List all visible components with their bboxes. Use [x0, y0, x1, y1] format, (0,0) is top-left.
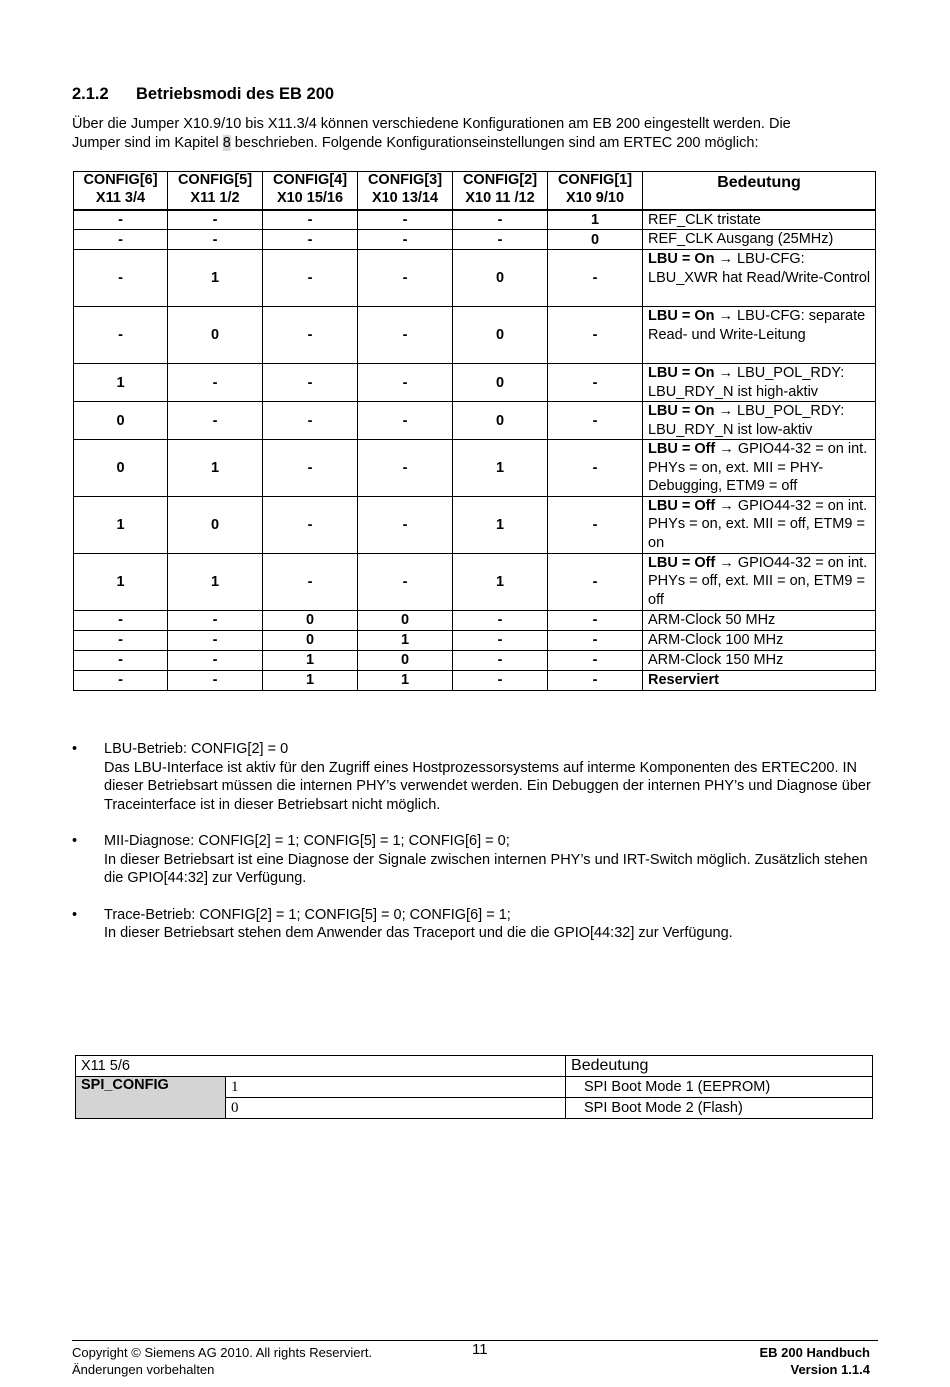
meaning-text: REF_CLK Ausgang (25MHz) — [648, 231, 834, 247]
meaning-text: LBU_POL_RDY: LBU_RDY_N ist low-aktiv — [648, 403, 845, 438]
table-row — [74, 670, 876, 690]
footer-right — [759, 1344, 870, 1378]
bullet-dot: • — [72, 906, 78, 923]
config-cell: 1 — [453, 440, 548, 497]
config-cell: - — [453, 670, 548, 690]
meaning-cell — [643, 670, 876, 690]
meaning-cell — [643, 610, 876, 630]
config-cell: - — [358, 230, 453, 250]
arrow-icon: → — [715, 441, 738, 457]
config-cell: - — [548, 307, 643, 364]
config-cell: - — [263, 210, 358, 230]
meaning-text: LBU-CFG: LBU_XWR hat Read/Write-Control — [648, 251, 871, 286]
meaning-text: LBU-CFG: separate Read- und Write-Leitung — [648, 308, 866, 343]
mode-label: LBU = On — [648, 365, 715, 381]
arrow-icon: → — [714, 251, 738, 267]
config-cell: 0 — [263, 630, 358, 650]
config-cell: - — [358, 250, 453, 307]
config-cell: - — [453, 630, 548, 650]
config-cell: 0 — [453, 402, 548, 440]
config-cell: - — [358, 210, 453, 230]
config-cell: 1 — [263, 670, 358, 690]
table-row — [74, 496, 876, 553]
config-cell: - — [453, 230, 548, 250]
config-cell: - — [168, 630, 263, 650]
config-cell: 0 — [548, 230, 643, 250]
header-config2: CONFIG[2] X10 11 /12 — [453, 172, 548, 210]
table-row — [74, 230, 876, 250]
arrow-icon: → — [714, 365, 738, 381]
config-cell: - — [548, 670, 643, 690]
config-cell: - — [358, 553, 453, 610]
mode-label: LBU = On — [648, 308, 715, 324]
list-item-mii — [72, 832, 887, 888]
page-number: 11 — [472, 1341, 488, 1358]
spi-config-table — [75, 1055, 873, 1119]
config-cell: 0 — [453, 307, 548, 364]
spi-header-row — [76, 1056, 873, 1077]
config-cell: 1 — [168, 250, 263, 307]
config-cell: - — [358, 402, 453, 440]
mode-list — [72, 740, 887, 961]
header-config4: CONFIG[4] X10 15/16 — [263, 172, 358, 210]
config-cell: - — [168, 610, 263, 630]
changes-text: Änderungen vorbehalten — [72, 1362, 215, 1377]
document-title: EB 200 Handbuch — [759, 1345, 870, 1360]
config-cell: 0 — [263, 610, 358, 630]
mode-label: LBU = On — [648, 251, 715, 267]
config-cell: - — [74, 650, 168, 670]
table-row — [74, 553, 876, 610]
config-cell: - — [263, 250, 358, 307]
config-cell: - — [358, 440, 453, 497]
meaning-cell — [643, 250, 876, 307]
config-cell: - — [453, 650, 548, 670]
config-cell: - — [358, 307, 453, 364]
footer-left — [72, 1344, 372, 1378]
table-row — [74, 364, 876, 402]
bullet-dot: • — [72, 741, 78, 757]
mode-label: LBU = Off — [648, 554, 716, 571]
config-cell: - — [74, 250, 168, 307]
meaning-cell — [643, 230, 876, 250]
header-config3: CONFIG[3] X10 13/14 — [358, 172, 453, 210]
config-cell: - — [548, 650, 643, 670]
mode-label: LBU = Off — [648, 497, 716, 514]
arrow-icon: → — [714, 308, 738, 324]
config-cell: - — [263, 402, 358, 440]
config-cell: 1 — [453, 496, 548, 553]
spi-header-meaning: Bedeutung — [566, 1056, 873, 1077]
meaning-cell — [643, 496, 876, 553]
meaning-cell — [643, 630, 876, 650]
config-cell: - — [263, 496, 358, 553]
config-cell: 1 — [358, 670, 453, 690]
chapter-reference[interactable]: 8 — [222, 135, 231, 151]
section-heading — [72, 85, 334, 104]
meaning-cell — [643, 553, 876, 610]
config-cell: 1 — [168, 440, 263, 497]
meaning-text: ARM-Clock 100 MHz — [648, 631, 784, 648]
config-cell: - — [74, 610, 168, 630]
list-item-trace — [72, 906, 887, 943]
config-cell: - — [74, 230, 168, 250]
config-cell: 1 — [74, 553, 168, 610]
list-item-body: In dieser Betriebsart stehen dem Anwender das Traceport und die die GPIO[44:32] zur Verfügung. — [104, 925, 733, 941]
table-row — [74, 250, 876, 307]
list-item-title: MII-Diagnose: CONFIG[2] = 1; CONFIG[5] = 1; CONFIG[6] = 0; — [104, 833, 510, 849]
list-item-body: Das LBU-Interface ist aktiv für den Zugriff eines Hostprozessorsystems auf interme Komponenten des ERTEC200. IN dieser Betriebsart müssen die internen PHY’s verwendet werden. Ein Debuggen der internen PHY’s und Diagnose über Traceinterface ist in dieser Betriebsart nicht möglich. — [104, 759, 871, 813]
meaning-text: GPIO44-32 = on int. PHYs = on, ext. MII = off, ETM9 = on — [648, 497, 868, 551]
header-config5: CONFIG[5] X11 1/2 — [168, 172, 263, 210]
config-cell: - — [74, 630, 168, 650]
meaning-text: ARM-Clock 150 MHz — [648, 651, 784, 668]
config-cell: 0 — [453, 250, 548, 307]
meaning-cell — [643, 650, 876, 670]
config-cell: 1 — [453, 553, 548, 610]
config-cell: - — [74, 670, 168, 690]
bullet-dot: • — [72, 833, 78, 849]
section-number: 2.1.2 — [72, 85, 109, 103]
table-row — [74, 210, 876, 230]
meaning-text: LBU_POL_RDY: LBU_RDY_N ist high-aktiv — [648, 365, 845, 400]
config-cell: - — [548, 250, 643, 307]
table-row — [74, 307, 876, 364]
page-footer — [72, 1340, 878, 1377]
config-header-row — [74, 172, 876, 210]
config-cell: 1 — [358, 630, 453, 650]
config-cell: - — [168, 230, 263, 250]
list-item-body: In dieser Betriebsart ist eine Diagnose der Signale zwischen internen PHY’s und IRT-Switch möglich. Zusätzlich stehen die GPIO[44:32] zur Verfügung. — [104, 851, 868, 886]
meaning-cell — [643, 307, 876, 364]
config-cell: - — [548, 402, 643, 440]
mode-label: Reserviert — [648, 671, 719, 688]
meaning-text: GPIO44-32 = on int. PHYs = on, ext. MII = PHY-Debugging, ETM9 = off — [648, 441, 868, 494]
document-version: Version 1.1.4 — [790, 1362, 870, 1377]
meaning-text: GPIO44-32 = on int. PHYs = off, ext. MII = on, ETM9 = off — [648, 554, 868, 608]
header-config1: CONFIG[1] X10 9/10 — [548, 172, 643, 210]
list-item-title: Trace-Betrieb: CONFIG[2] = 1; CONFIG[5] = 0; CONFIG[6] = 1; — [104, 906, 511, 923]
header-config6: CONFIG[6] X11 3/4 — [74, 172, 168, 210]
header-meaning: Bedeutung — [643, 172, 876, 210]
config-cell: - — [263, 230, 358, 250]
config-cell: 0 — [453, 364, 548, 402]
spi-config-label: SPI_CONFIG — [76, 1077, 226, 1119]
list-item-title: LBU-Betrieb: CONFIG[2] = 0 — [104, 741, 289, 757]
arrow-icon: → — [715, 554, 738, 571]
config-cell: - — [168, 670, 263, 690]
spi-meaning: SPI Boot Mode 1 (EEPROM) — [566, 1077, 873, 1098]
spi-meaning: SPI Boot Mode 2 (Flash) — [566, 1098, 873, 1119]
config-cell: - — [548, 610, 643, 630]
config-cell: 0 — [358, 610, 453, 630]
table-row — [76, 1077, 873, 1098]
meaning-cell — [643, 210, 876, 230]
arrow-icon: → — [714, 403, 738, 419]
config-cell: 0 — [168, 496, 263, 553]
meaning-cell — [643, 364, 876, 402]
meaning-cell — [643, 402, 876, 440]
config-cell: - — [74, 307, 168, 364]
config-cell: - — [263, 440, 358, 497]
copyright-text: Copyright © Siemens AG 2010. All rights Reserviert. — [72, 1345, 373, 1360]
intro-line-2a: Jumper sind im Kapitel — [72, 135, 223, 151]
table-row — [74, 650, 876, 670]
table-row — [74, 440, 876, 497]
config-table-body — [74, 210, 876, 691]
config-table — [73, 171, 876, 691]
config-cell: 1 — [168, 553, 263, 610]
config-cell: - — [548, 440, 643, 497]
section-title: Betriebsmodi des EB 200 — [136, 85, 335, 103]
table-row — [74, 630, 876, 650]
spi-value: 0 — [226, 1098, 566, 1119]
config-cell: - — [453, 210, 548, 230]
spi-value: 1 — [226, 1077, 566, 1098]
table-row — [74, 610, 876, 630]
table-row — [74, 402, 876, 440]
config-cell: - — [263, 364, 358, 402]
config-cell: - — [358, 496, 453, 553]
mode-label: LBU = Off — [648, 441, 716, 457]
mode-label: LBU = On — [648, 403, 715, 419]
spi-header-jumper: X11 5/6 — [76, 1056, 566, 1077]
intro-line-2b: beschrieben. Folgende Konfigurationseinstellungen sind am ERTEC 200 möglich: — [230, 135, 759, 151]
config-cell: - — [453, 610, 548, 630]
config-cell: - — [168, 364, 263, 402]
meaning-text: ARM-Clock 50 MHz — [648, 611, 776, 628]
config-cell: - — [263, 307, 358, 364]
config-cell: - — [548, 630, 643, 650]
config-cell: - — [168, 210, 263, 230]
config-cell: 0 — [358, 650, 453, 670]
config-cell: - — [548, 553, 643, 610]
meaning-cell — [643, 440, 876, 497]
config-cell: - — [358, 364, 453, 402]
config-cell: - — [263, 553, 358, 610]
config-cell: 1 — [74, 364, 168, 402]
config-cell: - — [74, 210, 168, 230]
intro-line-1: Über die Jumper X10.9/10 bis X11.3/4 können verschiedene Konfigurationen am EB 200 eingestellt werden. Die — [72, 116, 791, 132]
config-cell: - — [548, 496, 643, 553]
config-cell: - — [168, 402, 263, 440]
config-cell: 0 — [74, 440, 168, 497]
config-cell: - — [548, 364, 643, 402]
config-cell: 1 — [263, 650, 358, 670]
intro-paragraph — [72, 115, 882, 153]
config-cell: 1 — [74, 496, 168, 553]
meaning-text: REF_CLK tristate — [648, 211, 761, 228]
list-item-lbu — [72, 740, 887, 814]
config-cell: 0 — [74, 402, 168, 440]
config-cell: - — [168, 650, 263, 670]
arrow-icon: → — [715, 497, 738, 514]
config-cell: 1 — [548, 210, 643, 230]
config-cell: 0 — [168, 307, 263, 364]
